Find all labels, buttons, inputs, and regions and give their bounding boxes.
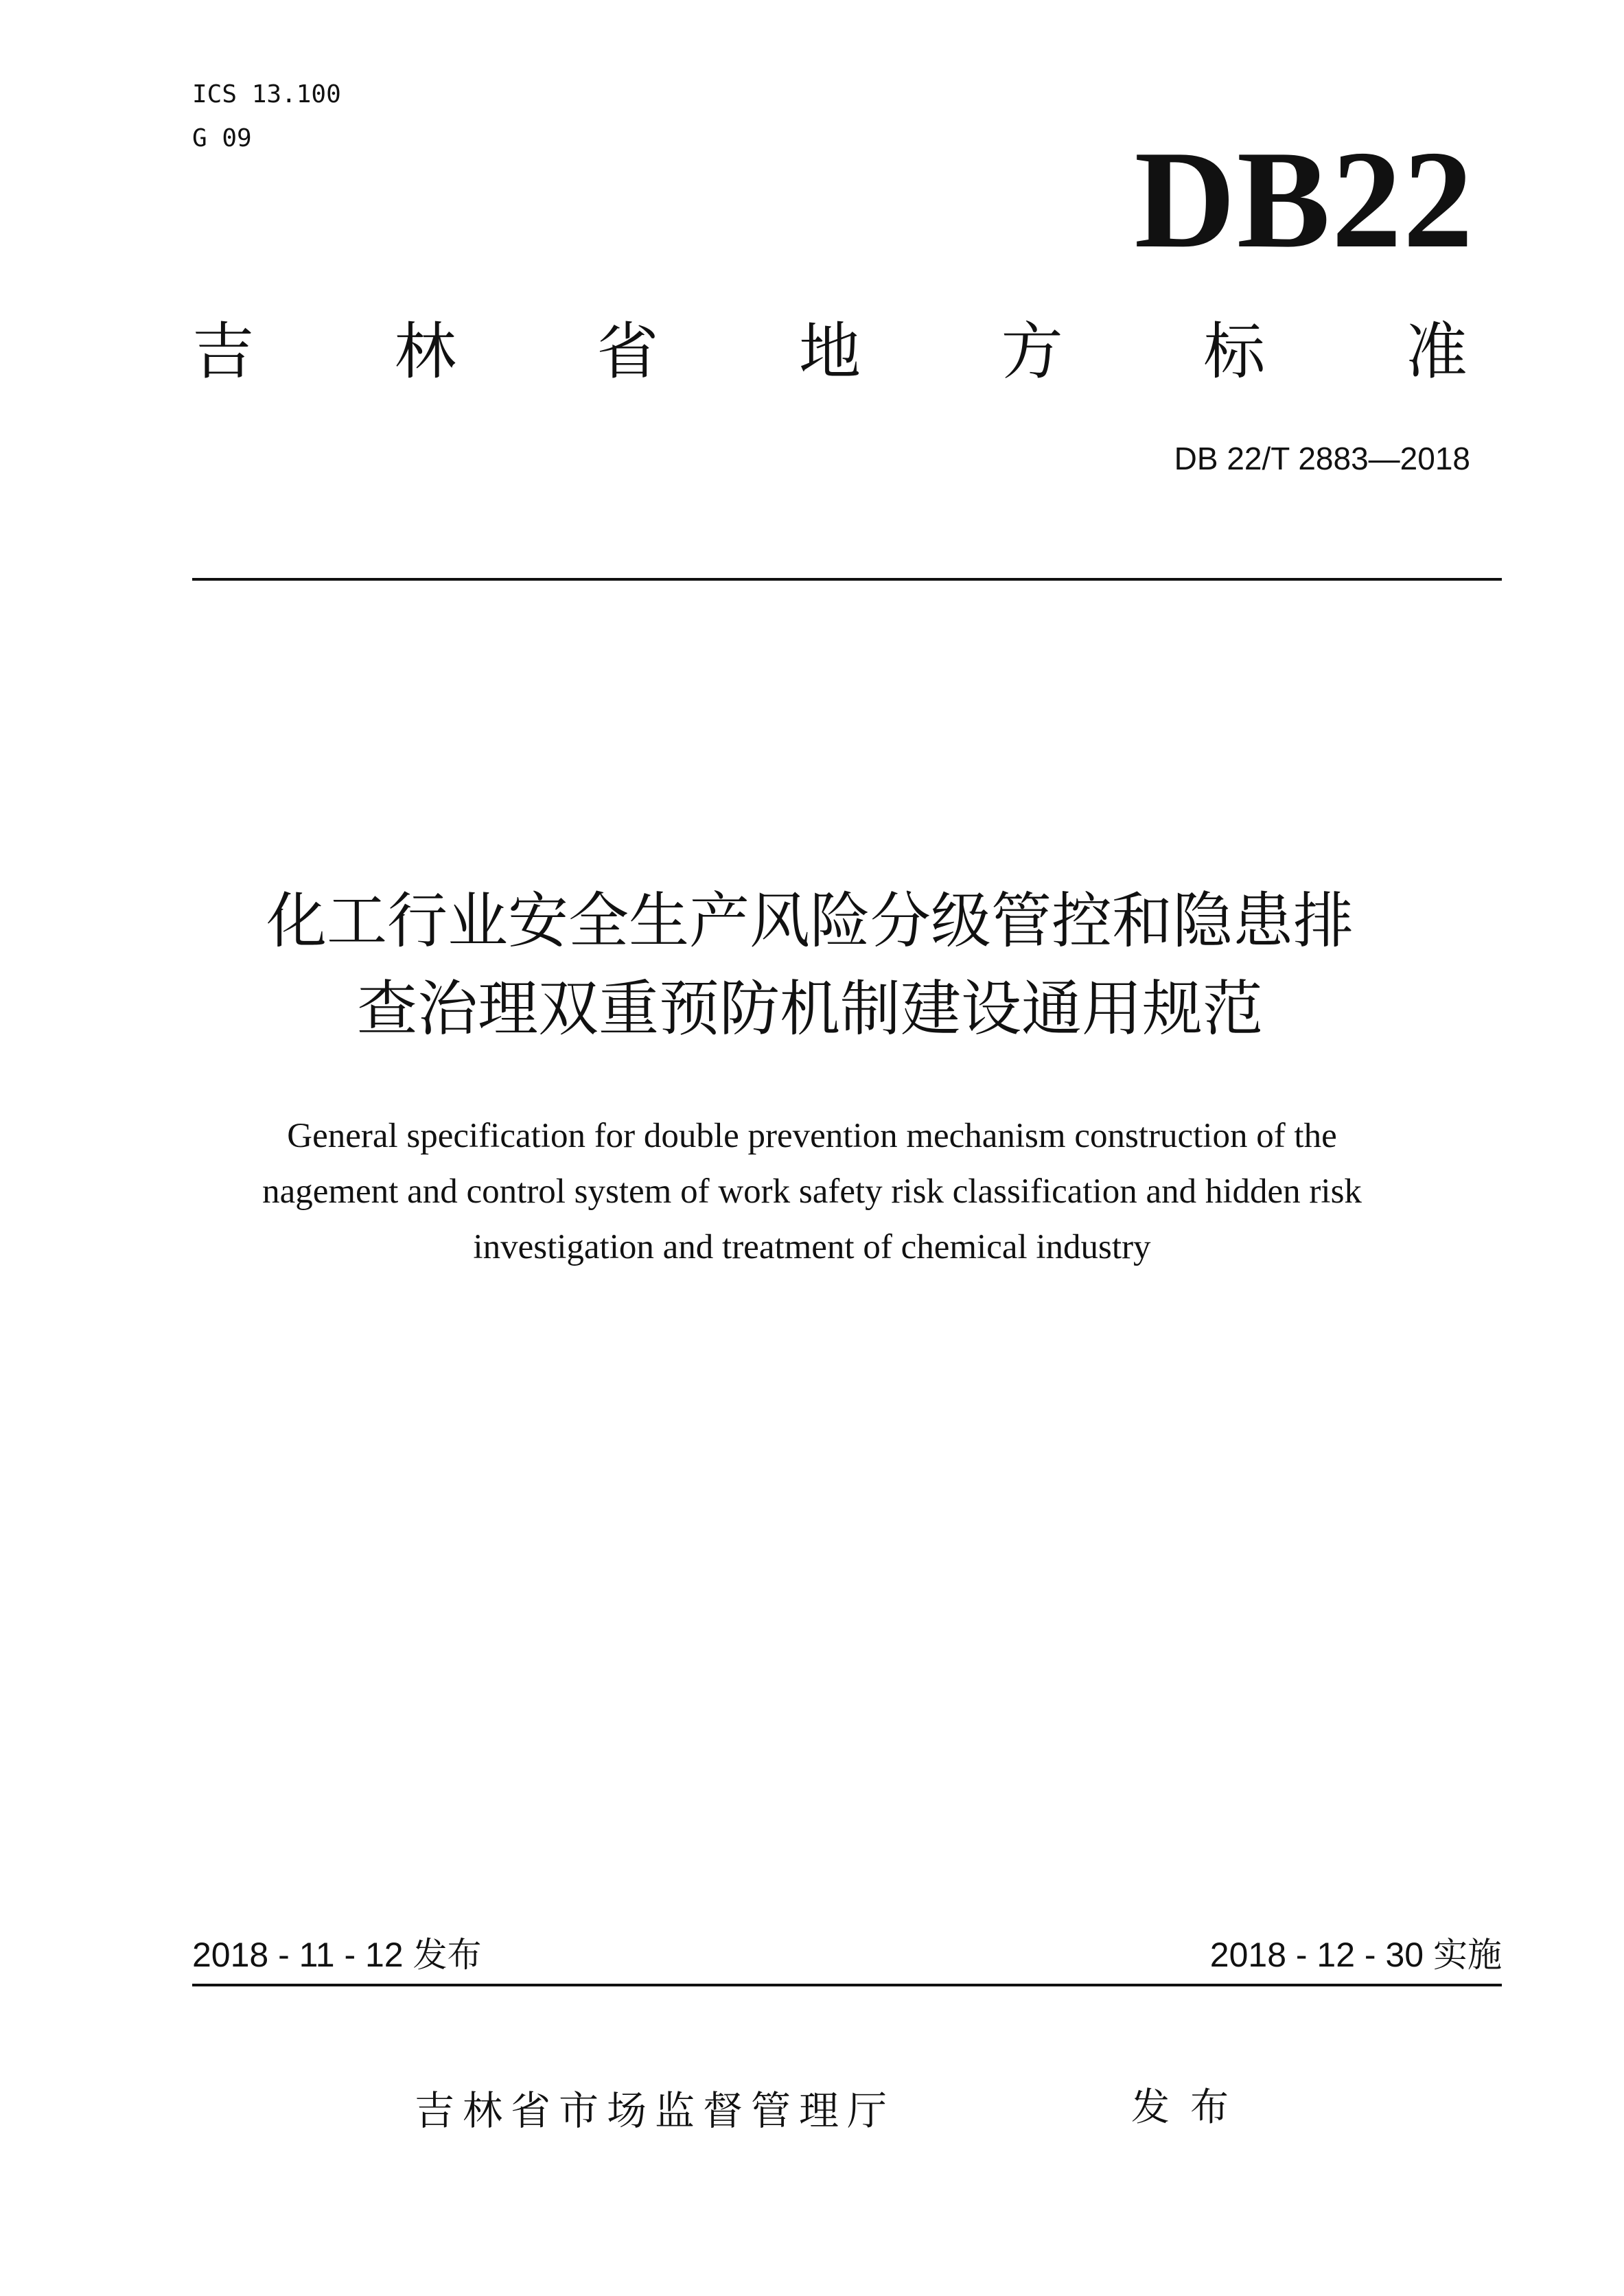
english-title [137,1109,1487,1275]
chinese-title [124,877,1496,1053]
standard-code-logo: DB22 [1134,122,1474,277]
standard-type-char: 吉 [192,316,254,388]
english-title-line: nagement and control system of work safety risk classification and hidden risk [262,1172,1362,1211]
publish-label: 发布 [1131,2085,1249,2130]
standard-type-heading [192,314,1468,390]
standard-type-char: 标 [1203,316,1266,388]
standard-type-char: 方 [1001,316,1063,388]
english-title-line: General specification for double prevention mechanism construction of the [287,1117,1337,1155]
standard-type-char: 地 [798,316,861,388]
standard-type-char: 准 [1405,316,1468,388]
chinese-title-line: 化工行业安全生产风险分级管控和隐患排 [266,885,1354,956]
english-title-line: investigation and treatment of chemical industry [473,1228,1151,1266]
top-divider [192,578,1502,581]
ccs-code: G 09 [192,124,252,152]
standard-type-char: 省 [596,316,659,388]
bottom-divider [192,1984,1502,1986]
standard-number: DB 22/T 2883—2018 [1174,441,1470,476]
ics-code: ICS 13.100 [192,80,341,108]
implementation-date: 2018 - 12 - 30 实施 [1209,1936,1502,1974]
issue-date: 2018 - 11 - 12 发布 [192,1936,482,1974]
publisher-name: 吉林省市场监督管理厅 [415,2087,896,2134]
standard-type-char: 林 [394,316,456,388]
chinese-title-line: 查治理双重预防机制建设通用规范 [356,973,1263,1044]
